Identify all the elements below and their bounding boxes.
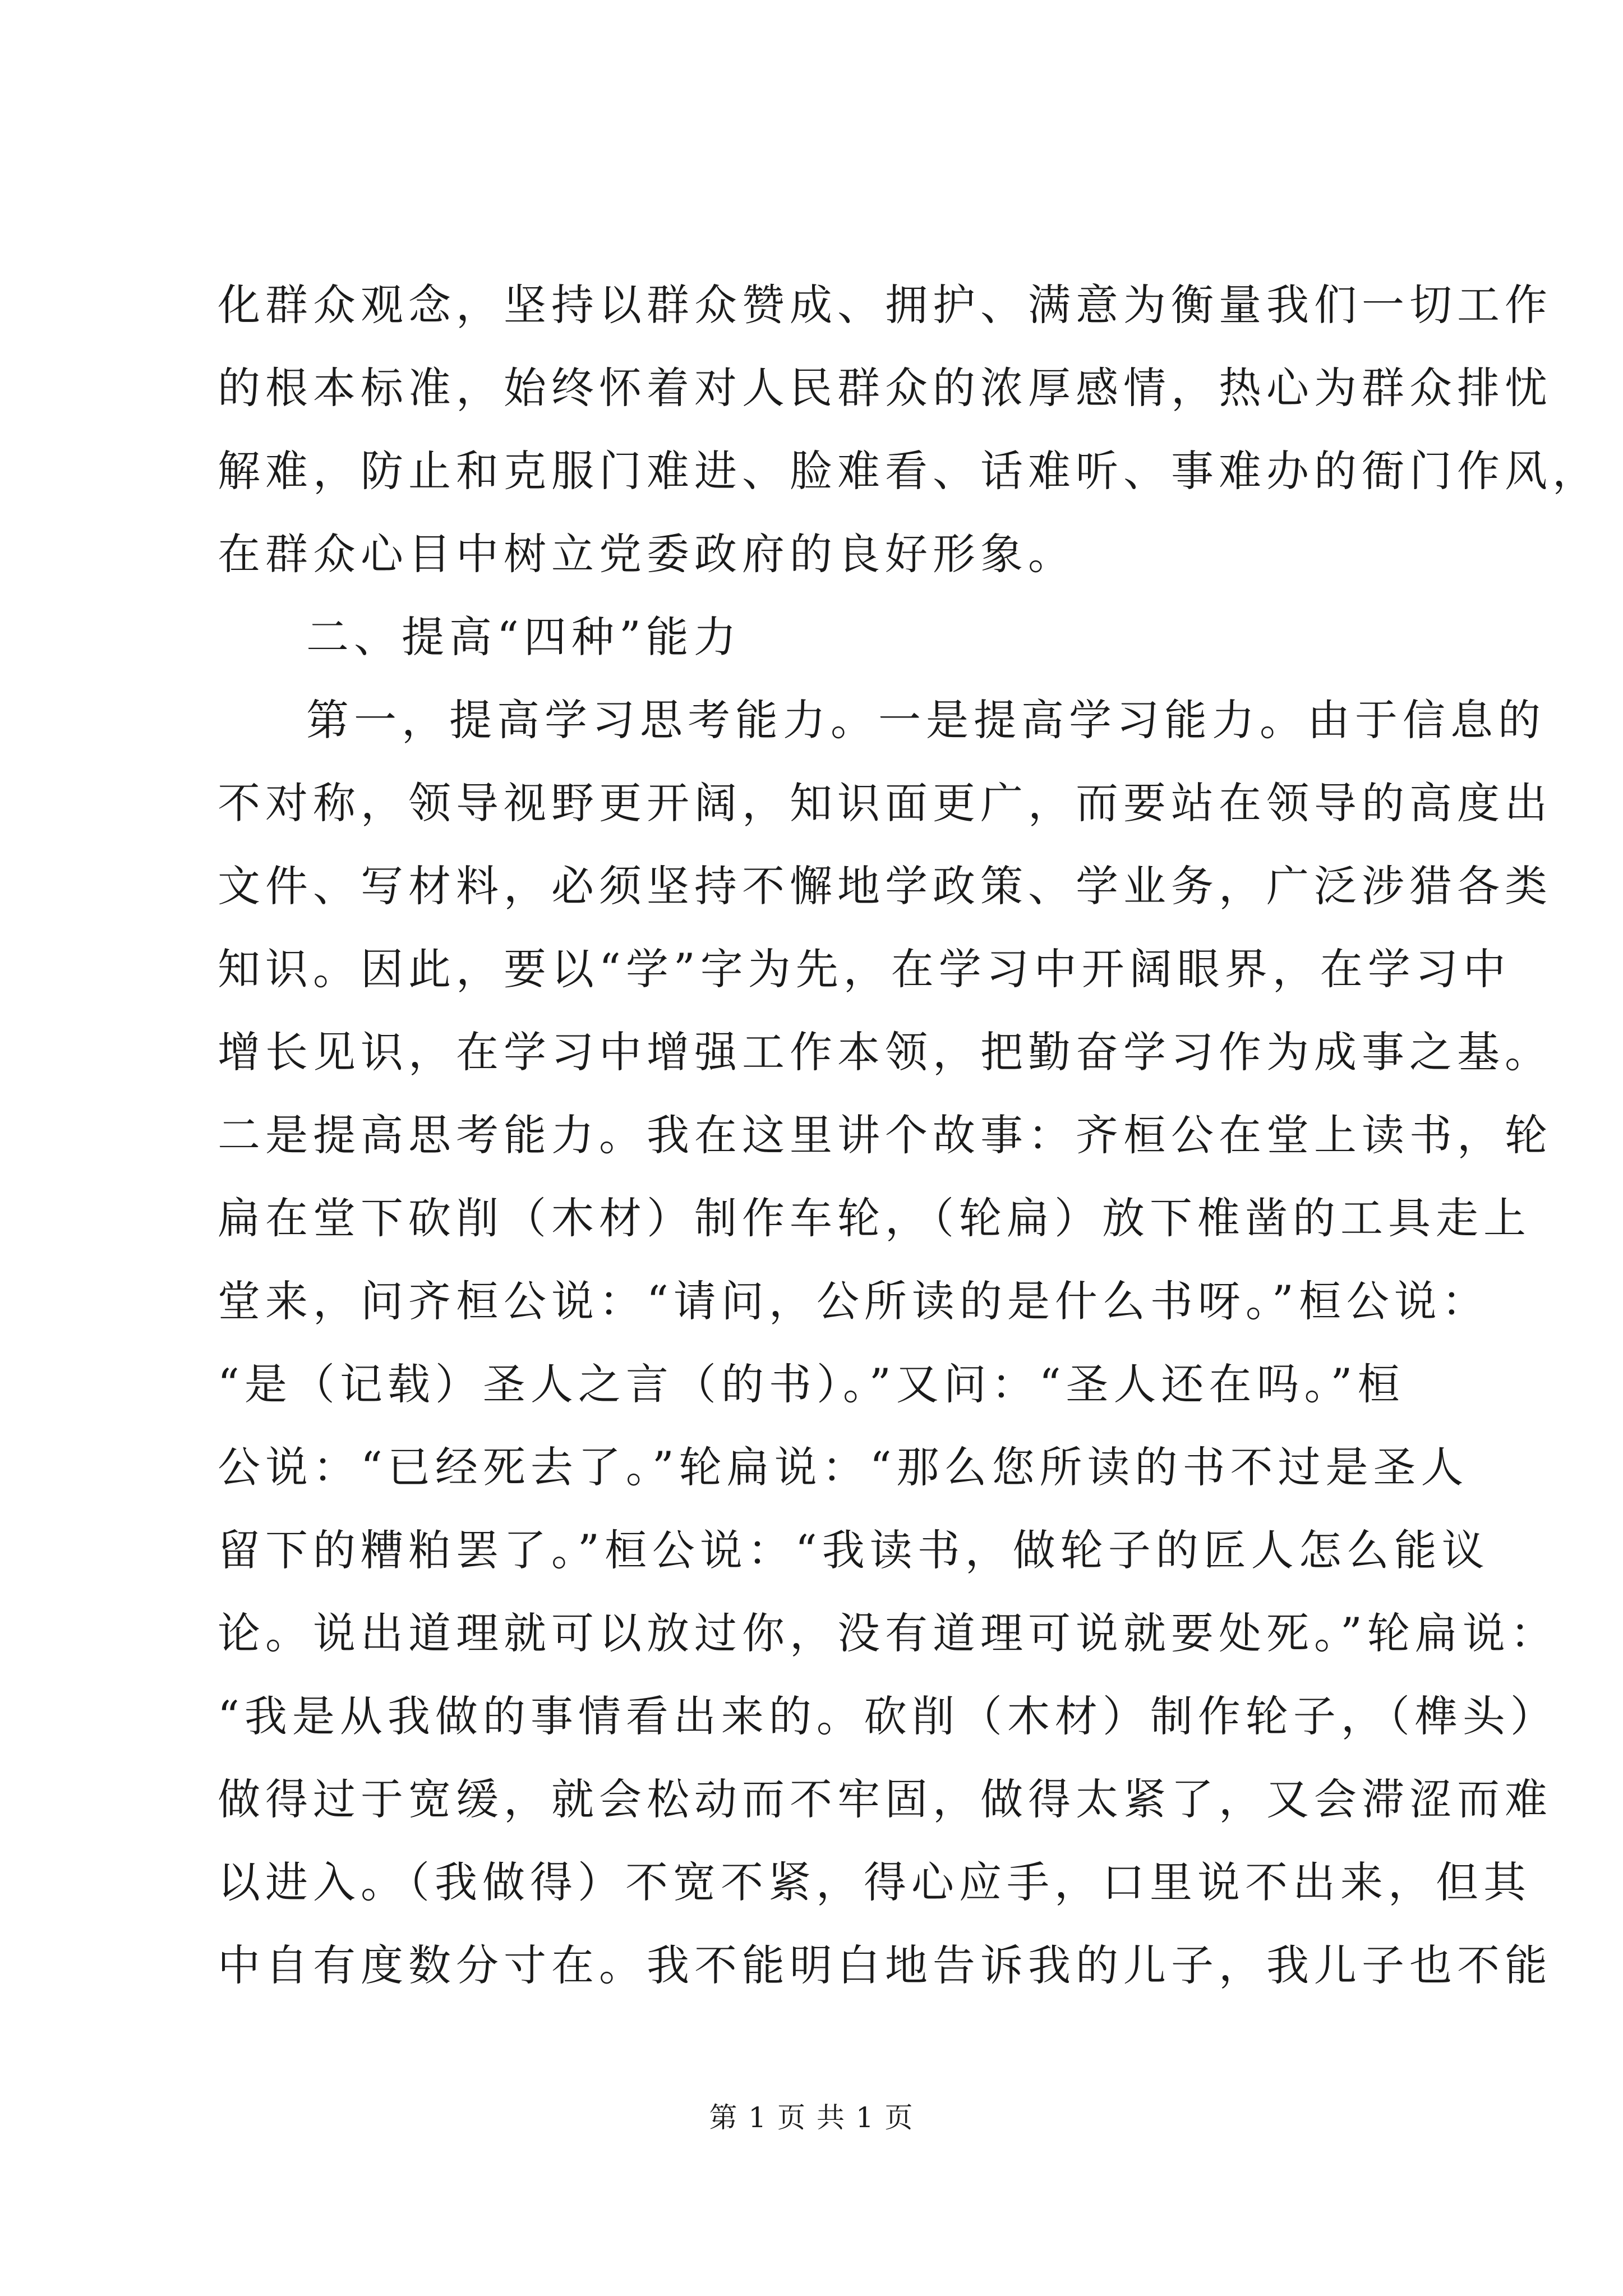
text-line: “我是从我做的事情看出来的。砍削（木材）制作轮子，（榫头）	[218, 1691, 1558, 1741]
text-line: 二是提高思考能力。我在这里讲个故事：齐桓公在堂上读书，轮	[218, 1110, 1552, 1160]
text-line: 堂来，问齐桓公说：“请问，公所读的是什么书呀。”桓公说：	[218, 1276, 1490, 1326]
text-line: 扁在堂下砍削（木材）制作车轮，（轮扁）放下椎凿的工具走上	[218, 1193, 1531, 1243]
text-line: 化群众观念，坚持以群众赞成、拥护、满意为衡量我们一切工作	[218, 280, 1552, 330]
page-footer: 第 1 页 共 1 页	[709, 2101, 914, 2134]
text-line: 不对称，领导视野更开阔，知识面更广，而要站在领导的高度出	[218, 778, 1552, 828]
text-line: 增长见识，在学习中增强工作本领，把勤奋学习作为成事之基。	[218, 1027, 1552, 1077]
text-line: 中自有度数分寸在。我不能明白地告诉我的儿子，我儿子也不能	[218, 1940, 1552, 1990]
text-line: 知识。因此，要以“学”字为先，在学习中开阔眼界，在学习中	[218, 944, 1511, 994]
text-line: 在群众心目中树立党委政府的良好形象。	[218, 529, 1076, 579]
text-line: 留下的糟粕罢了。”桓公说：“我读书，做轮子的匠人怎么能议	[218, 1525, 1490, 1575]
text-line: 文件、写材料，必须坚持不懈地学政策、学业务，广泛涉猎各类	[218, 861, 1552, 911]
text-line: “是（记载）圣人之言（的书）。”又问：“圣人还在吗。”桓	[218, 1359, 1405, 1409]
text-line: 论。说出道理就可以放过你，没有道理可说就要处死。”轮扁说：	[218, 1608, 1558, 1658]
document-body	[218, 264, 1600, 2007]
text-line: 公说：“已经死去了。”轮扁说：“那么您所读的书不过是圣人	[218, 1442, 1469, 1492]
text-line: 做得过于宽缓，就会松动而不牢固，做得太紧了，又会滞涩而难	[218, 1774, 1552, 1824]
text-line: 解难，防止和克服门难进、脸难看、话难听、事难办的衙门作风，	[218, 446, 1600, 496]
text-line: 的根本标准，始终怀着对人民群众的浓厚感情，热心为群众排忧	[218, 363, 1552, 413]
paragraph-start-line: 第一，提高学习思考能力。一是提高学习能力。由于信息的	[306, 695, 1546, 745]
section-heading: 二、提高“四种”能力	[306, 612, 741, 662]
text-line: 以进入。（我做得）不宽不紧，得心应手，口里说不出来，但其	[218, 1857, 1531, 1907]
